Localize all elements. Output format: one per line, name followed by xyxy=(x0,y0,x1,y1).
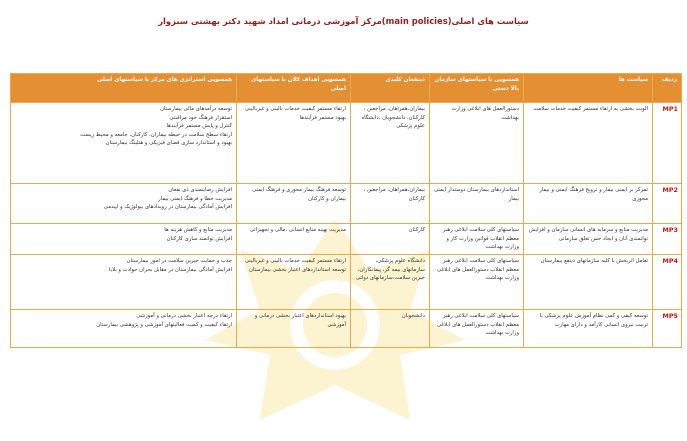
table-row xyxy=(11,310,682,348)
row-alignment: دستورالعمل های ابلاغی وزارت بهداشت xyxy=(430,103,524,184)
strategy-line: ارتقاء سطح سلامت در حیطه بیماران، کارکنان، جامعه و محیط زیست xyxy=(80,131,232,138)
row-code: MP3 xyxy=(653,224,682,255)
table-row xyxy=(11,184,682,224)
strategy-line: استقرار فرهنگ خود مراقبتی xyxy=(169,114,232,121)
header-policies: سیاست ها xyxy=(524,74,653,103)
row-goals: بهبود استانداردهای اعتبار بخشی درمانی و آموزشی xyxy=(237,310,351,348)
strategy-line: ارتقاء درجه اعتبار بخشی درمانی و آموزشی xyxy=(136,313,232,319)
row-goals: توسعه فرهنگ بیمار محوری و فرهنگ ایمنی بیماران و کارکنان xyxy=(237,184,351,224)
header-row-number: ردیف xyxy=(653,74,682,103)
strategy-line: کنترل و پایش مستمر فرآیندها xyxy=(166,123,232,130)
row-policy: تمرکز بر ایمنی بیمار و ترویج فرهنگ ایمنی و بیمار محوری xyxy=(524,184,653,224)
row-policy: مدیریت منابع و سرمایه های انسانی سازمان و افزایش توانمندی آنان و ایجاد حس تعلق سازمانی xyxy=(524,224,653,255)
row-strategies xyxy=(11,310,237,348)
header-alignment: همسویی با سیاستهای سازمان بالا دستی xyxy=(430,74,524,103)
row-stakeholders: بیماران،همراهان، مراجعین ، کارکنان xyxy=(351,184,430,224)
row-alignment: سیاستهای کلی سلامت ابلاغی رهبر معظم انقلاب قوانین وزارت کار و وزارت بهداشت xyxy=(430,224,524,255)
row-goals: ارتقاء مستمر کیفیت خدمات بالینی و غیربالینی بهبود مستمر فرآیندها xyxy=(237,103,351,184)
row-code: MP5 xyxy=(653,310,682,348)
row-code: MP4 xyxy=(653,255,682,310)
table-header-row xyxy=(11,74,682,103)
page-title: سیاست های اصلی(main policies)مرکز آموزشی درمانی امداد شهید دکتر بهشتی سبزوار xyxy=(158,16,529,26)
row-alignment: استانداردهای بیمارستان دوستدار ایمنی بیمار xyxy=(430,184,524,224)
row-stakeholders: کارکنان xyxy=(351,224,430,255)
strategy-line: مدیریت منابع و کاهش هزینه ها xyxy=(164,227,232,233)
row-stakeholders: بیماران،همراهان، مراجعین ، کارکنان، دانشجویان ،دانشگاه علوم پزشکی xyxy=(351,103,430,184)
row-stakeholders: دانشجویان xyxy=(351,310,430,348)
strategy-line: افزایش آمادگی بیمارستان در مقابل بحران حوادث و بلایا xyxy=(109,266,232,273)
strategy-line: ارتقاء کیفیت و کمیت فعالیتهای آموزشی و پژوهشی بیمارستان xyxy=(96,321,232,328)
row-strategies xyxy=(11,255,237,310)
header-goals: همسویی اهداف کلان با سیاستهای اصلی xyxy=(237,74,351,103)
row-strategies xyxy=(11,184,237,224)
row-alignment: سیاستهای کلی سلامت ابلاغی رهبر معظم انقلاب دستورالعمل های ابلاغی وزارت بهداشت xyxy=(430,310,524,348)
table-row xyxy=(11,255,682,310)
row-goals: ارتقاء مستمر کیفیت خدمات بالینی و غیربالینی توسعه استانداردهای اعتبار بخشی بیمارستان xyxy=(237,255,351,310)
header-strategies: همسویی استراتژی های مرکز با سیاستهای اصلی xyxy=(11,74,237,103)
policies-table xyxy=(10,73,682,348)
strategy-line: توسعه درآمدهای مالی بیمارستان xyxy=(160,106,232,112)
row-goals: مدیریت بهینه منابع انسانی ،مالی و تجهیزاتی xyxy=(237,224,351,255)
header-stakeholders: ذینفعان کلیدی xyxy=(351,74,430,103)
row-alignment: سیاستهای کلی سلامت ابلاغی رهبر معظم انقلاب دستورالعمل های ابلاغی وزارت بهداشت xyxy=(430,255,524,310)
row-stakeholders: دانشگاه علوم پزشکی، سازمانهای بیمه گر، پیمانکاران، خیرین سلامت،سازمانهای دولتی xyxy=(351,255,430,310)
strategy-line: جذب و حمایت خیرین سلامت در امور بیمارستان xyxy=(126,258,232,264)
table-row xyxy=(11,224,682,255)
row-code: MP2 xyxy=(653,184,682,224)
row-strategies xyxy=(11,103,237,184)
table-row xyxy=(11,103,682,184)
strategy-line: افزایش آمادگی بیمارستان در رویدادهای بیولوژیک و اپیدمی xyxy=(103,204,232,211)
row-strategies xyxy=(11,224,237,255)
row-policy: الویت بخشی به ارتقاء مستمر کیفیت خدمات سلامت xyxy=(524,103,653,184)
strategy-line: بهبود و استاندارد سازی فضای فیزیکی و هتلینگ بیمارستان xyxy=(105,140,232,147)
strategy-line: افزایش رضایتمندی ذی نفعان xyxy=(168,187,232,193)
row-policy: توسعه کیفی و کمی نظام آموزش علوم پزشکی با تربیت نیروی انسانی کارآمد و دارای مهارت xyxy=(524,310,653,348)
row-policy: تعامل اثربخش با کلیه سازمانهای ذینفع بیمارستان xyxy=(524,255,653,310)
strategy-line: افزایش توانمند سازی کارکنان xyxy=(166,235,232,242)
strategy-line: مدیریت خطا و فرهنگ ایمنی بیمار xyxy=(158,195,232,202)
row-code: MP1 xyxy=(653,103,682,184)
